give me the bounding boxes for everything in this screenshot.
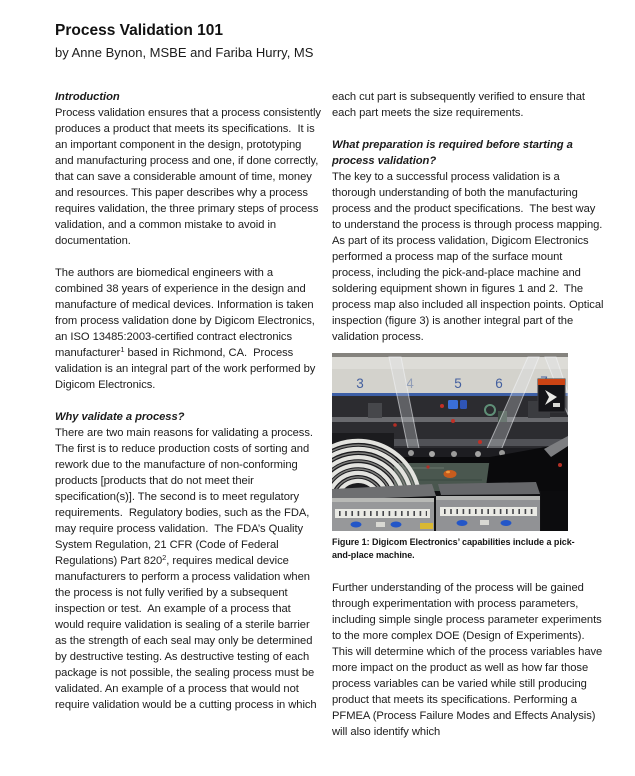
footnote-ref-2: 2 <box>162 553 167 562</box>
figure-1 <box>332 353 605 561</box>
paragraph-authors <box>55 265 321 393</box>
section-heading-why-validate: Why validate a process? <box>55 411 185 423</box>
slot-number: 5 <box>454 376 462 391</box>
paragraph-text: There are two main reasons for validating a process. The first is to reduce production costs of sorting and rework due to the manufacture of non-conforming products [products that do not meet their specification(s)]. The second is to meet regulatory requirements. Regulatory bodies, such as the FDA, may require process validation. The FDA’s Quality System Regulation, 21 CFR (Code of Federal Regulations) Part 820 <box>55 427 319 567</box>
paragraph-preparation: The key to a successful process validation is a thorough understanding of both the manufacturing process and the product specifications. The best way to understand the process is through process mapping. As part of its process validation, Digicom Electronics performed a process map of the surface mount process, including the pick-and-place machine and soldering equipment shown in figures 1 and 2. The process map also included all inspection points. Optical inspection (figure 3) is another integral part of the validation process. <box>332 171 608 343</box>
slot-number: 6 <box>495 376 503 391</box>
paragraph-text: , requires medical device manufacturers to perform a process validation when the process is not fully verified by a subsequent inspection or test. An example of a process that would require validation is sealing of a sterile barrier as the strength of each seal may only be determined by destructive testing. As destructive testing of each package is not possible, the sealing process must be validated. An example of a process that would not require validation would be a cutting process in which <box>55 555 318 711</box>
paragraph-text: based in Richmond, CA. Process validation is an integral part of the work performed by Digicom Electronics. <box>55 347 319 391</box>
byline: by Anne Bynon, MSBE and Fariba Hurry, MS <box>55 45 314 60</box>
right-column <box>332 89 608 740</box>
figure1-caption: Figure 1: Digicom Electronics’ capabilities include a pick-and-place machine. <box>332 537 575 560</box>
pick-and-place-machine-photo <box>332 353 568 531</box>
slot-number: 4 <box>406 376 414 391</box>
warning-label-icon <box>538 379 565 412</box>
paragraph-introduction: Process validation ensures that a process consistently produces a product that meets its specifications. It is an important component in the design, prototyping and manufacturing process and one, if done correctly, that can save a considerable amount of time, money and resources. This paper describes why a process requires validation, the three primary steps of process validation, and a common mistake to avoid in documentation. <box>55 107 324 247</box>
orange-component <box>444 470 457 478</box>
paragraph-text: The authors are biomedical engineers with a combined 38 years of experience in the design and manufacture of medical devices. Information is taken from process validation done by Digicom Electronics, an ISO 13485:2003-certified contract electronics manufacturer <box>55 267 318 359</box>
left-column <box>55 89 324 713</box>
slot-number: 3 <box>356 376 364 391</box>
paragraph-further-understanding: Further understanding of the process will be gained through experimentation with process parameters, including simple single process parameter experiments to the more complex DOE (Design of Experiments). This will determine which of the process variables have more impact on the product as well as how far those process variables can be varied while still producing product that meets its specifications. Performing a PFMEA (Process Failure Modes and Effects Analysis) will also identify which <box>332 582 606 738</box>
two-column-layout <box>55 89 608 740</box>
paragraph-cut-part: each cut part is subsequently verified to ensure that each part meets the size requirements. <box>332 91 589 119</box>
page-title: Process Validation 101 <box>55 22 224 39</box>
section-heading-preparation: What preparation is required before starting a process validation? <box>332 139 573 167</box>
section-heading-introduction: Introduction <box>55 91 120 103</box>
footnote-ref-1: 1 <box>120 345 125 354</box>
cover-blue-stripe <box>332 393 568 396</box>
feeder-modules <box>332 482 568 531</box>
paragraph-why-validate <box>55 425 321 713</box>
